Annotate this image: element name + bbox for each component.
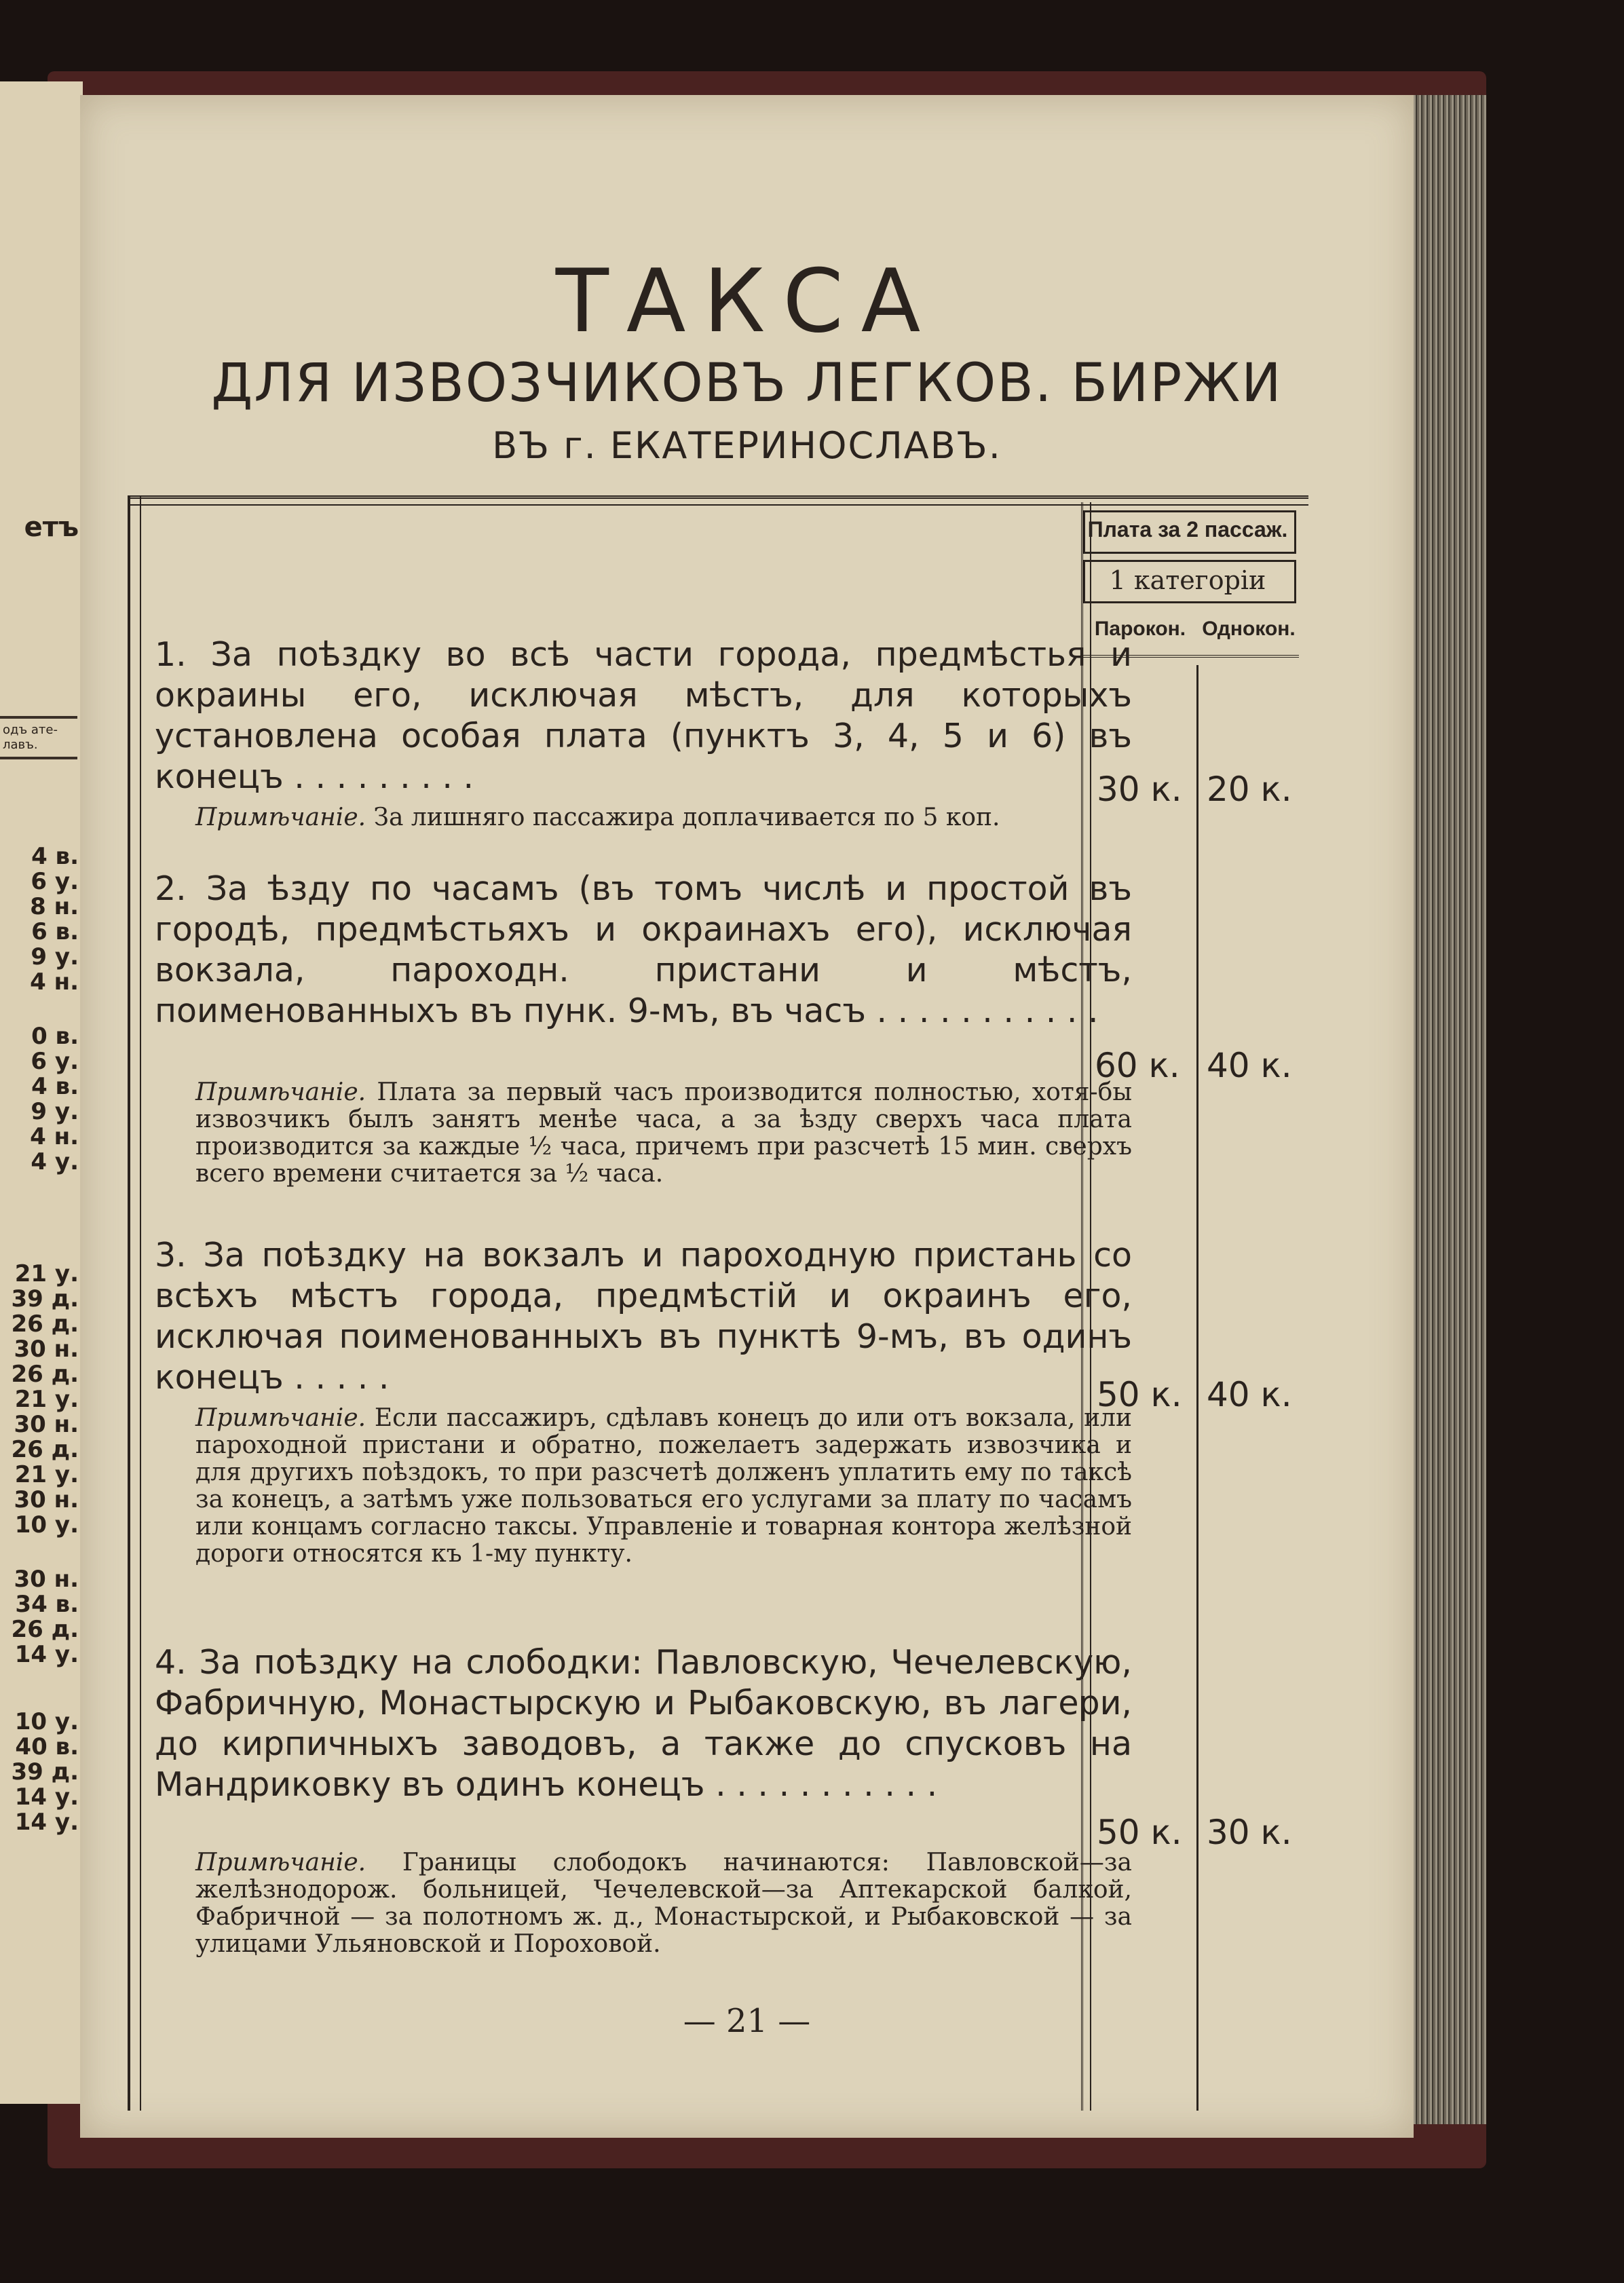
prev-fragment: етъ [24,512,79,543]
previous-page-edge [0,81,83,2104]
prev-fragment: 0 в. [31,1023,79,1050]
note-text: Границы слободокъ начинаются: Павловской—за желѣзнодорож. больницей, Чечелевской—за Аптекарской балкой, Фабричной — за полотномъ ж. д., Монастырской, и Рыбаковской — за улицами Ульяновской и Пороховой. [195,1849,1132,1958]
tariff-item-1: 1. За поѣздку во всѣ части города, предмѣстья и окраины его, исключая мѣстъ, для которыхъ установлена особая плата (пунктъ 3, 4, 5 и 6) въ конецъ . . . . . . . . . [155,635,1132,796]
prev-fragment: 30 н. [14,1486,79,1513]
prev-fragment: 26 д. [11,1616,79,1643]
tariff-item-2: 2. За ѣзду по часамъ (въ томъ числѣ и простой въ городѣ, предмѣстьяхъ и окраинахъ его), исключая вокзала, пароходн. пристани и мѣстъ, поименованныхъ въ пунк. 9-мъ, въ часъ . . . . . . . . . . . [155,869,1132,1030]
prev-fragment: 4 у. [31,1148,79,1175]
prev-fragment: 14 у. [14,1809,79,1836]
page [80,95,1414,2138]
header-group: Плата за 2 пассаж. [1087,517,1288,542]
price-parokon-4: 50 к. [1097,1813,1182,1852]
prev-fragment: 30 н. [14,1411,79,1438]
header-col-parokon: Парокон. [1094,618,1186,640]
price-parokon-3: 50 к. [1097,1375,1182,1414]
prev-fragment: 26 д. [11,1361,79,1388]
note-label: Примѣчаніе. [195,1404,366,1432]
tariff-note-3 [195,1405,1132,1568]
prev-fragment: 14 у. [14,1784,79,1811]
price-subcolumn-divider [1196,665,1198,2111]
note-label: Примѣчаніе. [195,1849,366,1876]
prev-fragment: 9 у. [31,1098,79,1125]
tariff-item-3: 3. За поѣздку на вокзалъ и пароходную пристань со всѣхъ мѣстъ города, предмѣстій и окраинъ его, исключая поименованныхъ въ пунктѣ 9-мъ, въ одинъ конецъ . . . . . [155,1236,1132,1397]
prev-fragment: 14 у. [14,1641,79,1668]
tariff-item-4: 4. За поѣздку на слободки: Павловскую, Чечелевскую, Фабричную, Монастырскую и Рыбаковскую, въ лагери, до кирпичныхъ заводовъ, а также до спусковъ на Мандриковку въ одинъ конецъ . . . . . . . . . . . [155,1643,1132,1804]
prev-fragment: 21 у. [14,1260,79,1287]
prev-fragment: 6 у. [31,868,79,895]
note-label: Примѣчаніе. [195,804,366,831]
prev-fragment: 21 у. [14,1386,79,1413]
price-odnokon-3: 40 к. [1207,1375,1292,1414]
page-title: ТАКСА [555,251,939,352]
table-frame-top [128,495,1308,506]
price-odnokon-4: 30 к. [1207,1813,1292,1852]
price-odnokon-1: 20 к. [1207,770,1292,809]
prev-fragment: 4 в. [31,843,79,870]
prev-fragment: 40 в. [15,1733,79,1760]
note-label: Примѣчаніе. [195,1078,366,1106]
prev-box-text: одъ ате- лавъ. [0,716,77,759]
page-subtitle: ДЛЯ ИЗВОЗЧИКОВЪ ЛЕГКОВ. БИРЖИ [211,353,1283,414]
prev-fragment: 30 н. [14,1566,79,1593]
page-number: — 21 — [683,2002,811,2040]
header-col-odnokon: Однокон. [1202,618,1296,640]
prev-fragment: 6 в. [31,918,79,945]
prev-fragment: 26 д. [11,1310,79,1338]
prev-fragment: 4 н. [30,1123,79,1150]
page-city: ВЪ г. ЕКАТЕРИНОСЛАВЪ. [492,424,1002,467]
prev-fragment: 39 д. [11,1285,79,1313]
price-odnokon-2: 40 к. [1207,1046,1292,1085]
prev-fragment: 4 в. [31,1073,79,1100]
prev-fragment: 6 у. [31,1048,79,1075]
prev-fragment: 30 н. [14,1336,79,1363]
header-category: 1 категоріи [1109,565,1266,595]
prev-fragment: 26 д. [11,1436,79,1463]
note-text: Если пассажиръ, сдѣлавъ конецъ до или отъ вокзала, или пароходной пристани и обратно, пожелаетъ задержать извозчика и для другихъ поѣздокъ, то при разсчетѣ долженъ уплатить ему по таксѣ за конецъ, а затѣмъ уже пользоваться его услугами за плату по часамъ или концамъ согласно таксы. Управленіе и товарная контора желѣзной дороги относятся къ 1-му пункту. [195,1404,1132,1568]
prev-fragment: 8 н. [30,893,79,920]
prev-fragment: 10 у. [14,1708,79,1735]
page-stack-edge [1412,95,1486,2124]
note-text: Плата за первый часъ производится полностью, хотя-бы извозчикъ былъ занятъ менѣе часа, а за ѣзду сверхъ часа плата производится за каждые ½ часа, причемъ при разсчетѣ 15 мин. сверхъ всего времени считается за ½ часа. [195,1078,1132,1188]
note-text: За лишняго пассажира доплачивается по 5 коп. [373,804,1000,831]
tariff-note-4 [195,1849,1132,1958]
tariff-note-2 [195,1079,1132,1188]
prev-fragment: 21 у. [14,1461,79,1488]
table-frame-left [128,495,141,2111]
prev-fragment: 9 у. [31,943,79,970]
prev-fragment: 34 в. [15,1591,79,1618]
price-parokon-1: 30 к. [1097,770,1182,809]
prev-fragment: 10 у. [14,1511,79,1539]
price-parokon-2: 60 к. [1095,1046,1180,1085]
tariff-note-1 [195,804,1132,831]
prev-fragment: 4 н. [30,968,79,996]
prev-fragment: 39 д. [11,1758,79,1786]
